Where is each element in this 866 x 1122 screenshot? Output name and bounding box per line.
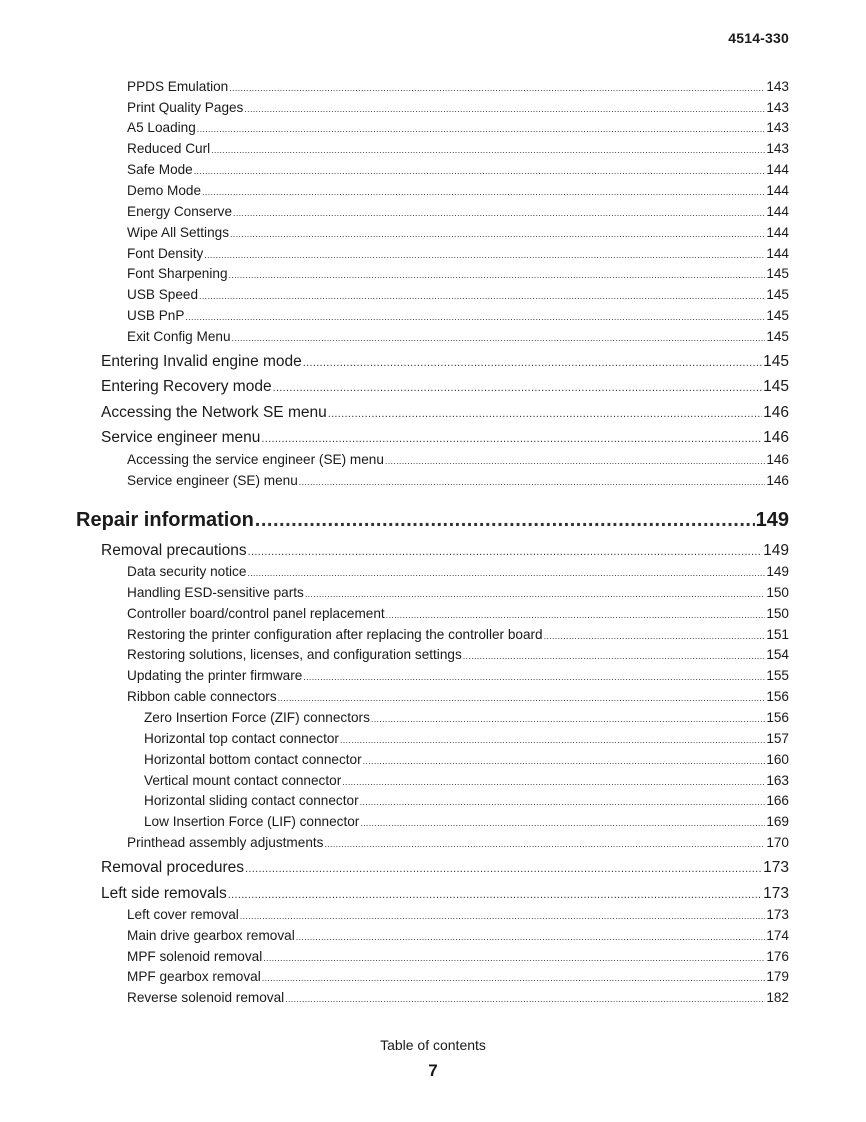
toc-entry-page: 157 xyxy=(766,731,789,746)
toc-entry-title: Accessing the Network SE menu xyxy=(101,404,327,421)
toc-entry[interactable] xyxy=(101,353,789,371)
toc-entry-title: Horizontal top contact connector xyxy=(144,731,339,746)
toc-leader-dots xyxy=(229,83,765,93)
toc-leader-dots xyxy=(263,953,765,963)
toc-entry-title: Service engineer menu xyxy=(101,429,261,446)
toc-entry[interactable] xyxy=(127,473,789,488)
toc-entry-title: PPDS Emulation xyxy=(127,79,229,94)
toc-entry[interactable] xyxy=(127,585,789,600)
toc-entry-page: 143 xyxy=(766,141,789,156)
toc-entry[interactable] xyxy=(127,627,789,642)
toc-leader-dots xyxy=(185,312,765,322)
toc-entry-page: 166 xyxy=(766,793,789,808)
toc-entry[interactable] xyxy=(127,100,789,115)
toc-entry-page: 173 xyxy=(763,859,789,876)
toc-leader-dots xyxy=(247,568,765,578)
toc-leader-dots xyxy=(342,777,765,787)
toc-entry[interactable] xyxy=(101,404,789,422)
toc-entry[interactable] xyxy=(101,378,789,396)
toc-entry-page: 146 xyxy=(766,473,789,488)
toc-entry[interactable] xyxy=(127,120,789,135)
toc-leader-dots xyxy=(386,610,766,620)
toc-entry-page: 154 xyxy=(766,647,789,662)
toc-leader-dots xyxy=(273,382,763,394)
toc-entry-page: 143 xyxy=(766,79,789,94)
toc-entry[interactable] xyxy=(127,162,789,177)
toc-entry-page: 144 xyxy=(766,225,789,240)
toc-entry-title: A5 Loading xyxy=(127,120,196,135)
toc-entry-page: 149 xyxy=(766,564,789,579)
toc-entry[interactable] xyxy=(127,689,789,704)
toc-entry-title: Controller board/control panel replacement xyxy=(127,606,385,621)
toc-entry-title: Main drive gearbox removal xyxy=(127,928,295,943)
toc-entry-title: Handling ESD-sensitive parts xyxy=(127,585,304,600)
toc-entry-title: MPF solenoid removal xyxy=(127,949,263,964)
toc-entry-page: 146 xyxy=(766,452,789,467)
toc-leader-dots xyxy=(255,509,755,532)
toc-entry[interactable] xyxy=(127,452,789,467)
toc-leader-dots xyxy=(240,911,765,921)
toc-entry-title: Printhead assembly adjustments xyxy=(127,835,324,850)
toc-entry[interactable] xyxy=(127,225,789,240)
toc-entry[interactable] xyxy=(127,204,789,219)
toc-entry-page: 145 xyxy=(766,287,789,302)
toc-entry[interactable] xyxy=(127,949,789,964)
toc-entry-title: Energy Conserve xyxy=(127,204,233,219)
toc-entry-page: 182 xyxy=(766,990,789,1005)
toc-entry[interactable] xyxy=(127,287,789,302)
toc-entry[interactable] xyxy=(101,885,789,903)
footer-label: Table of contents xyxy=(380,1037,486,1053)
toc-entry-title: MPF gearbox removal xyxy=(127,969,261,984)
toc-entry-page: 160 xyxy=(766,752,789,767)
toc-leader-dots xyxy=(248,546,763,558)
toc-entry-title: Exit Config Menu xyxy=(127,329,231,344)
toc-leader-dots xyxy=(199,291,765,301)
toc-entry-page: 174 xyxy=(766,928,789,943)
toc-entry-title: Entering Recovery mode xyxy=(101,378,272,395)
toc-leader-dots xyxy=(303,357,762,369)
toc-leader-dots xyxy=(194,166,766,176)
toc-entry-page: 145 xyxy=(763,378,789,395)
toc-leader-dots xyxy=(371,714,765,724)
toc-entry[interactable] xyxy=(127,928,789,943)
toc-entry-title: Font Density xyxy=(127,246,204,261)
toc-entry[interactable] xyxy=(144,814,789,829)
toc-entry[interactable] xyxy=(144,710,789,725)
toc-entry-title: Demo Mode xyxy=(127,183,202,198)
toc-leader-dots xyxy=(299,477,766,487)
toc-leader-dots xyxy=(278,693,766,703)
toc-leader-dots xyxy=(204,250,765,260)
toc-entry-page: 151 xyxy=(766,627,789,642)
toc-entry-page: 144 xyxy=(766,183,789,198)
toc-entry[interactable] xyxy=(127,308,789,323)
toc-entry-page: 144 xyxy=(766,162,789,177)
toc-entry-title: Updating the printer firmware xyxy=(127,668,303,683)
toc-entry-title: Horizontal bottom contact connector xyxy=(144,752,362,767)
toc-entry-title: Entering Invalid engine mode xyxy=(101,353,302,370)
toc-leader-dots xyxy=(285,994,765,1004)
toc-entry[interactable] xyxy=(127,835,789,850)
toc-entry-title: Print Quality Pages xyxy=(127,100,244,115)
toc-leader-dots xyxy=(305,589,766,599)
toc-entry-title: Reduced Curl xyxy=(127,141,211,156)
toc-leader-dots xyxy=(303,672,765,682)
toc-entry-title: Ribbon cable connectors xyxy=(127,689,277,704)
toc-entry-title: Service engineer (SE) menu xyxy=(127,473,298,488)
toc-entry-page: 149 xyxy=(763,542,789,559)
toc-chapter-title: Repair information xyxy=(76,509,254,531)
toc-entry[interactable] xyxy=(127,668,789,683)
toc-entry[interactable] xyxy=(127,990,789,1005)
toc-entry-title: Removal procedures xyxy=(101,859,245,876)
toc-entry-page: 173 xyxy=(766,907,789,922)
toc-entry[interactable] xyxy=(127,647,789,662)
toc-entry-page: 145 xyxy=(763,353,789,370)
toc-leader-dots xyxy=(340,735,765,745)
toc-entry[interactable] xyxy=(127,246,789,261)
toc-leader-dots xyxy=(296,932,766,942)
toc-entry-title: Low Insertion Force (LIF) connector xyxy=(144,814,360,829)
toc-entry-page: 173 xyxy=(763,885,789,902)
toc-entry-page: 150 xyxy=(766,606,789,621)
toc-leader-dots xyxy=(230,229,765,239)
toc-entry-page: 156 xyxy=(766,710,789,725)
toc-entry[interactable] xyxy=(127,329,789,344)
toc-entry-page: 150 xyxy=(766,585,789,600)
toc-leader-dots xyxy=(328,408,762,420)
toc-leader-dots xyxy=(232,333,766,343)
toc-entry-page: 144 xyxy=(766,204,789,219)
toc-entry[interactable] xyxy=(144,752,789,767)
toc-entry-title: USB Speed xyxy=(127,287,199,302)
toc-entry-page: 146 xyxy=(763,404,789,421)
toc-leader-dots xyxy=(360,818,765,828)
toc-leader-dots xyxy=(324,839,765,849)
toc-entry-page: 146 xyxy=(763,429,789,446)
toc-entry-title: Left cover removal xyxy=(127,907,239,922)
toc-entry-page: 179 xyxy=(766,969,789,984)
toc-entry-title: Left side removals xyxy=(101,885,227,902)
toc-entry[interactable] xyxy=(144,773,789,788)
toc-chapter-page: 149 xyxy=(755,509,789,531)
toc-leader-dots xyxy=(244,104,765,114)
toc-entry[interactable] xyxy=(127,79,789,94)
toc-entry[interactable] xyxy=(101,429,789,447)
toc-leader-dots xyxy=(363,756,766,766)
toc-entry[interactable] xyxy=(127,183,789,198)
toc-entry[interactable] xyxy=(101,859,789,877)
toc-entry-title: Horizontal sliding contact connector xyxy=(144,793,359,808)
toc-entry-title: USB PnP xyxy=(127,308,185,323)
toc-leader-dots xyxy=(229,270,766,280)
toc-entry-title: Removal precautions xyxy=(101,542,247,559)
toc-entry-page: 143 xyxy=(766,120,789,135)
toc-entry-page: 143 xyxy=(766,100,789,115)
toc-entry-page: 145 xyxy=(766,329,789,344)
toc-leader-dots xyxy=(261,433,762,445)
toc-entry-title: Wipe All Settings xyxy=(127,225,229,240)
toc-entry-title: Zero Insertion Force (ZIF) connectors xyxy=(144,710,370,725)
toc-entry-title: Reverse solenoid removal xyxy=(127,990,285,1005)
toc-entry-title: Accessing the service engineer (SE) menu xyxy=(127,452,384,467)
toc-leader-dots xyxy=(211,145,765,155)
toc-chapter-entry[interactable] xyxy=(76,509,789,532)
toc-entry-page: 155 xyxy=(766,668,789,683)
toc-entry-title: Restoring solutions, licenses, and configuration settings xyxy=(127,647,462,662)
toc-entry[interactable] xyxy=(127,141,789,156)
toc-entry[interactable] xyxy=(127,969,789,984)
toc-entry-page: 144 xyxy=(766,246,789,261)
page-number: 7 xyxy=(428,1061,438,1080)
document-code: 4514-330 xyxy=(728,30,789,46)
toc-entry-page: 176 xyxy=(766,949,789,964)
toc-leader-dots xyxy=(463,651,766,661)
toc-entry-title: Data security notice xyxy=(127,564,247,579)
toc-entry-page: 170 xyxy=(766,835,789,850)
toc-leader-dots xyxy=(544,631,766,641)
toc-entry[interactable] xyxy=(127,606,789,621)
toc-entry-page: 169 xyxy=(766,814,789,829)
toc-entry[interactable] xyxy=(144,793,789,808)
toc-entry-page: 145 xyxy=(766,266,789,281)
toc-entry[interactable] xyxy=(144,731,789,746)
toc-entry-title: Safe Mode xyxy=(127,162,193,177)
toc-entry[interactable] xyxy=(101,542,789,560)
toc-leader-dots xyxy=(197,124,766,134)
toc-entry-title: Font Sharpening xyxy=(127,266,228,281)
toc-entry-page: 145 xyxy=(766,308,789,323)
toc-entry-page: 156 xyxy=(766,689,789,704)
toc-entry-title: Restoring the printer configuration after replacing the controller board xyxy=(127,627,543,642)
toc-entry[interactable] xyxy=(127,266,789,281)
toc-entry-title: Vertical mount contact connector xyxy=(144,773,342,788)
toc-leader-dots xyxy=(245,863,762,875)
toc-entry-page: 163 xyxy=(766,773,789,788)
toc-entry[interactable] xyxy=(127,907,789,922)
toc-leader-dots xyxy=(233,208,765,218)
toc-leader-dots xyxy=(262,973,766,983)
toc-leader-dots xyxy=(385,456,765,466)
toc-leader-dots xyxy=(228,889,762,901)
toc-leader-dots xyxy=(360,797,766,807)
toc-entry[interactable] xyxy=(127,564,789,579)
toc-leader-dots xyxy=(202,187,765,197)
